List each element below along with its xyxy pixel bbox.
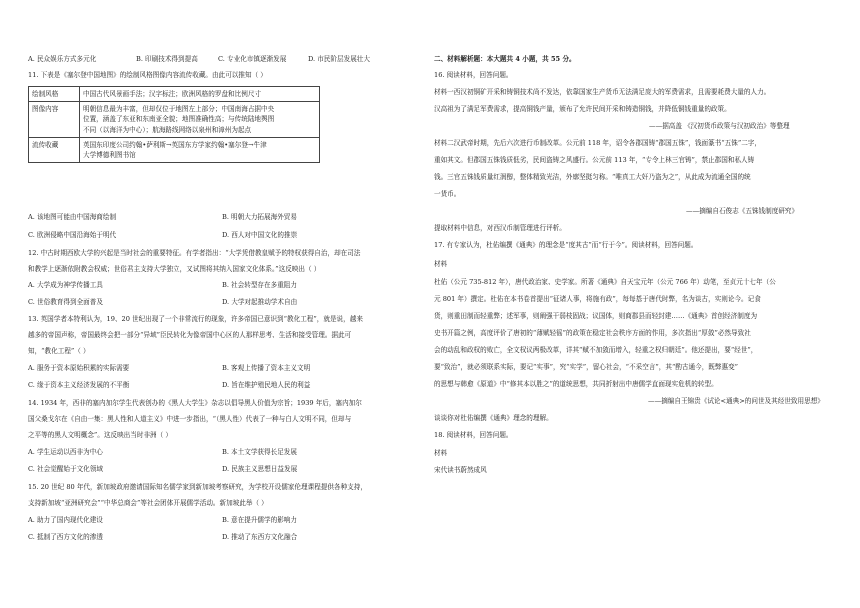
cell-line: 明朝信息最为丰富，但却仅位于地图左上部分；中国南海占据中央	[83, 105, 275, 114]
q15-option-d[interactable]: D. 推动了东西方文化融合	[222, 533, 298, 541]
cell-line: 英国东印度公司约翰•萨利斯→英国东方学家约翰•塞尔登→牛津	[83, 140, 267, 149]
q12-option-b[interactable]: B. 社会转型存在多重阻力	[222, 281, 297, 289]
q15-line: 15. 20 世纪 80 年代，新加坡政府邀请国际知名儒学家到新加坡考察研究，为学校开设儒家伦理课程提供各种支持，	[28, 483, 367, 491]
q14-line: 国父桑戈尔在《自由一集：黑人性和人道主义》中进一步指出，“（黑人性）代表了一种与白人文明不同，但却与	[28, 415, 352, 423]
q18-label: 材料	[434, 449, 448, 457]
table-cell-head: 流传收藏	[29, 137, 80, 162]
q14-line: 14. 1934 年，西非的塞内加尔学生代表创办的《黑人大学生》杂志以倡导黑人价值为宗旨；1939 年后，塞内加尔	[28, 399, 362, 407]
q14-option-a[interactable]: A. 学生运动以西非为中心	[28, 448, 103, 456]
table-row	[29, 87, 320, 102]
q17-body-line: 史书开篇之例，高度评价了唐初的“薄赋轻徭”的政策在稳定社会秩序方面的作用，多次指出“厚敛”必然导致社	[434, 329, 751, 337]
q17-body-line: 元 801 年）撰定。杜佑在本书卷首提出“征诸人事，将施有政”，每每基于唐代时弊，名为谈古，实则论今。记食	[434, 295, 761, 303]
q18-line: 宋代读书蔚然成风	[434, 466, 487, 474]
q11-option-b[interactable]: B. 明朝大力拓展海外贸易	[222, 213, 297, 221]
q16-m1-source: ——据高盖 《汉初货币政策与汉初政治》等整理	[649, 122, 790, 130]
table-cell	[80, 137, 320, 162]
q12-option-d[interactable]: D. 大学对起推动学术自由	[222, 298, 298, 306]
q14-option-c[interactable]: C. 社会觉醒始于文化领域	[28, 465, 103, 473]
q13-option-d[interactable]: D. 旨在维护殖民地人民的利益	[222, 381, 311, 389]
q17-head: 17. 有专家认为，杜佑编撰《通典》的理念是“度其古”而“行于今”。阅读材料，回答问题。	[434, 241, 698, 249]
q15-line: 支持新加坡“亚洲研究会”“中华总商会”等社会团体开展儒学活动。新加坡此举（ ）	[28, 499, 268, 507]
q11-option-a[interactable]: A. 该地图可能由中国海商绘制	[28, 213, 117, 221]
q17-body-line: 货，则重田制而轻重弊；述军事，则阐强干弱枝固战；议国体，则商郡县而轻封建……《通典》首创经济制度为	[434, 312, 758, 320]
q11-stem: 11. 下表是《塞尔登中国地图》的绘制风格图像内容流传收藏。由此可以推知（ ）	[28, 71, 267, 79]
q11-option-c[interactable]: C. 欧洲侵略中国沿海始于明代	[28, 231, 117, 239]
q14-option-b[interactable]: B. 本土文学获得长足发展	[222, 448, 297, 456]
q12-option-c[interactable]: C. 世俗教育得到全面普及	[28, 298, 103, 306]
q10-option-c[interactable]: C. 专业化市镇逐渐发展	[218, 55, 287, 63]
q13-option-a[interactable]: A. 服务于资本原始积累的实际需要	[28, 364, 130, 372]
cell-line: 大学博德利图书馆	[83, 151, 136, 160]
q16-task: 提取材料中信息，对西汉币制管理进行评析。	[434, 224, 566, 232]
q16-m2-line: 重如其文。但郡国五铢钱质低劣，民间盗铸之风盛行。公元前 113 年，“专令上林三官铸”，禁止郡国和私人铸	[434, 156, 755, 164]
cell-line: 位置，涵盖了东亚和东南亚全貌；地图准确性高；与传统陆地舆图	[83, 115, 275, 124]
q15-option-b[interactable]: B. 意在提升儒学的影响力	[222, 516, 297, 524]
table-cell-head: 图像内容	[29, 102, 80, 138]
q16-m2-line: 钱。三官五铢钱质量红润醇，整体精致光洁，外廓坚挺匀称。“唯真工大奸乃盗为之”，从此成为流通全国的统	[434, 173, 751, 181]
q13-line: 知，“教化工程”（ ）	[28, 347, 90, 355]
table-cell-head: 绘制风格	[29, 87, 80, 102]
q17-body-line: 的思想与韩愈《原道》中“修其本以胜之”的道统思想，共同折射出中唐儒学直面现实危机的转型。	[434, 380, 718, 388]
q13-option-c[interactable]: C. 缘于资本主义经济发展的不平衡	[28, 381, 130, 389]
table-row	[29, 137, 320, 162]
q11-table	[28, 86, 320, 163]
q15-option-c[interactable]: C. 抵制了西方文化的渗透	[28, 533, 103, 541]
q17-task: 谈谈你对杜佑编撰《通典》理念的理解。	[434, 414, 553, 422]
q16-m1-line: 材料一西汉初铜矿开采和铸铜技术尚不发达，依靠国家生产货币无法满足庞大的军费需求，且需要耗费大量的人力。	[434, 88, 771, 96]
table-cell	[80, 87, 320, 102]
q17-label: 材料	[434, 260, 448, 268]
cell-line: 中国古代风景画手法；汉字标注；欧洲风格的罗盘和比例尺寸	[83, 90, 262, 98]
q13-line: 13. 英国学者本特利认为，19、20 世纪出现了一个非常流行的现象，许多帝国已意识到“教化工程”，就是说，越来	[28, 315, 363, 323]
q16-head: 16. 阅读材料，回答问题。	[434, 71, 513, 79]
q17-body-line: 会的动乱和政权的败亡，全文权议两极改革，详其“赋不加敛而增入，轻重之权归朝廷”。他还提出，要“经世”，	[434, 346, 758, 354]
q10-option-b[interactable]: B. 印刷技术得到提高	[136, 55, 198, 63]
q10-option-a[interactable]: A. 民众娱乐方式多元化	[28, 55, 97, 63]
q10-option-d[interactable]: D. 市民阶层发展壮大	[308, 55, 370, 63]
table-row	[29, 102, 320, 138]
q17-source: ——摘编自王锦贵《试论<通典>的问世及其经世致用思想》	[648, 397, 824, 405]
cell-line: 不同（以海洋为中心）；航海路线网络以泉州和漳州为起点	[83, 125, 252, 134]
q14-option-d[interactable]: D. 民族主义思想日益发展	[222, 465, 298, 473]
q17-body-line: 要“致治”，就必须联系实际，要记“实事”，究“实学”，留心社会，“不采空言”，其“酌古通今，既弊惠变”	[434, 363, 739, 371]
q16-m2-source: ——摘编自石俊志《五铢钱制度研究》	[686, 207, 799, 215]
q12-line: 12. 中古时期西欧大学的兴起是当时社会的重要特征。有学者指出：“大学凭借教皇赋予的特权获得自治，却在司法	[28, 249, 361, 257]
q16-m2-line: 一货币。	[434, 190, 461, 198]
q13-line: 越多的帝国声称，帝国最终会把一部分“异域”臣民转化为像帝国中心区的人那样思考、生活和接受管理。据此可	[28, 331, 352, 339]
q12-option-a[interactable]: A. 大学成为神学传播工具	[28, 281, 103, 289]
q16-m1-line: 汉高祖为了满足军费需求，提高铜钱产量，颁布了允许民间开采和铸造铜钱，并降低铜钱重量的政策。	[434, 105, 731, 113]
q17-body-line: 杜佑（公元 735-812 年），唐代政治家、史学家。所著《通典》自天宝元年（公元 766 年）动笔，至贞元十七年（公	[434, 278, 776, 286]
q18-head: 18. 阅读材料，回答问题。	[434, 431, 513, 439]
table-cell	[80, 102, 320, 138]
q14-line: 之平等的黑人文明概念”。这反映出当时非洲（ ）	[28, 431, 172, 439]
q12-line: 和教学上逐渐依附教会权威；世俗君主支持大学独立，又试图将其纳入国家文化体系。”这反映出（ ）	[28, 265, 321, 273]
q16-m2-line: 材料二汉武帝时期，先后六次进行币制改革。公元前 118 年，诏令各郡国铸“郡国五铢”，钱面篆书“五铢”二字，	[434, 139, 761, 147]
q15-option-a[interactable]: A. 助力了国内现代化建设	[28, 516, 103, 524]
q11-option-d[interactable]: D. 西人对中国文化的推崇	[222, 231, 298, 239]
q13-option-b[interactable]: B. 客观上传播了资本主义文明	[222, 364, 311, 372]
section-title: 二、材料解析题：本大题共 4 小题，共 55 分。	[434, 55, 576, 63]
